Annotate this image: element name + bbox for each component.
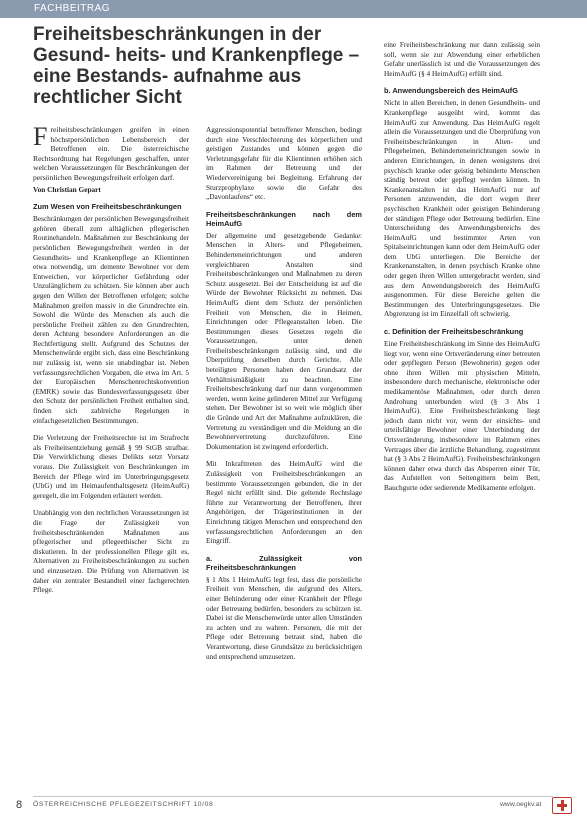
paragraph: Die Verletzung der Freiheitsrechte ist im Strafrecht als Freiheitsentziehung gemäß § 99 StGB strafbar. Die Verwirklichung dieses Delikts setzt Vorsatz voraus. Die Zulässigkeit von Beschränkungen im Bereich der Pflege wird im Unterbringungsgesetz (UbG) und im Heimaufenthaltsgesetz (HeimAufG) geregelt, die im Folgenden erläutert werden. bbox=[33, 433, 189, 500]
column-3 bbox=[384, 40, 540, 780]
cross-logo-icon bbox=[552, 797, 572, 814]
paragraph: Der allgemeine und gesetzgebende Gedanke: Menschen in Alters- und Pflegeheimen, Behinderteneinrichtungen und anderen vergleichbaren Anstalten sind Freiheitsbeschränkungen und Maßnahmen zu deren Schutz ausgesetzt. Bei der Entscheidung ist auf die Würde der Bewohner Rücksicht zu nehmen. Das HeimAufG dient dem Schutz der persönlichen Freiheit von Menschen, die in Heimen, Einrichtungen oder Pflegeanstalten leben. Die Bestimmungen dieses Gesetzes regeln die Voraussetzungen, unter denen Freiheitsbeschränkungen zulässig sind, und die Überprüfung derselben durch Gerichte. Alle beteiligten Personen haben den Grundsatz der Verhältnismäßigkeit zu beachten. Eine Freiheitsbeschränkung darf nur dann vorgenommen werden, wenn keine gelinderen Mittel zur Verfügung stehen. Der Bewohner ist so weit wie möglich über die Gründe und Art der Maßnahme aufzuklären, die Vertretung zu verständigen und die Meldung an die Bewohnervertretung durchzuführen. Eine Dokumentation ist zwingend erforderlich. bbox=[206, 230, 362, 451]
paragraph: Beschränkungen der persönlichen Bewegungsfreiheit gehören überall zum alltäglichen pflegerischen Routinehandeln. Maßnahmen zur Beschränkung der persönlichen Bewegungsfreiheit werden in der Gesundheits- und Krankenpflege an Klientinnen etwa notwendig, um demente Bewohner vor dem Entweichen, vor körperlicher Gefährdung oder Unzulänglichem zu schützen. Sie können aber auch gegen den Willen der Betroffenen erfolgen; solche Maßnahmen greifen massiv in die Grundrechte ein. Sowohl die Würde des Menschen als auch die persönliche Freiheit zählen zu den Grundrechten, deren Achtung besondere Anforderungen an die Rechtfertigung stellt. Aufgrund des Schutzes der Menschenwürde ergibt sich, dass eine Beschränkung nur zulässig ist, wenn sie unabdingbar ist. Neben verfassungsrechtlichen Vorgaben, die etwa im Art. 5 der Europäischen Menschenrechtskonvention (EMRK) sowie das Bundesverfassungsgesetz über den Schutz der persönlichen Freiheit enthalten sind, finden sich zahlreiche Regelungen in einfachgesetzlichen Bestimmungen. bbox=[33, 214, 189, 425]
paragraph: Nicht in allen Bereichen, in denen Gesundheits- und Krankenpflege ausgeübt wird, kommt das HeimAufG zur Anwendung. Das HeimAufG regelt allein die Voraussetzungen und die Überprüfung von Freiheitsbeschränkungen in Alten- und Pflegeheimen, Behinderteneinrichtungen sowie in anderen Einrichtungen, in denen wenigstens drei psychisch kranke oder geistig behinderte Menschen ständig betreut oder gepflegt werden können. In Krankenanstalten ist das HeimAufG nur auf Personen anzuwenden, die dort wegen ihrer psychischen Krankheit oder geistigen Behinderung der ständigen Pflege oder Betreuung bedürfen. Eine Unterscheidung des Anwendungsbereichs des HeimAufG und bestimmter Arten von Spitalseinrichtungen kann oder dem HeimAufG oder dem UbG unterliegen. Die Bereiche der Krankenanstalten, in denen psychisch Kranke ohne oder gegen ihren Willen untergebracht werden, sind aus dem Anwendungsbereich des HeimAufG ausgenommen. Für diese Bereiche gelten die Bestimmungen des Unterbringungsgesetzes. Die Abgrenzung ist im Einzelfall oft schwierig. bbox=[384, 98, 540, 319]
footer-divider bbox=[33, 796, 553, 797]
paragraph: eine Freiheitsbeschränkung nur dann zulässig sein soll, wenn sie zur Abwendung einer erheblichen Gefahr unerlässlich ist und die Voraussetzungen des HeimAufG (§ 4 HeimAufG) erfüllt sind. bbox=[384, 40, 540, 78]
section-label: FACHBEITRAG bbox=[34, 3, 111, 14]
heading-wesen: Zum Wesen von Freiheitsbeschränkungen bbox=[33, 202, 182, 212]
page-footer bbox=[0, 790, 587, 818]
lead-text: reiheitsbeschränkungen greifen in einen höchstpersönlichen Lebensbereich der Betroffenen ein. Die österreichische Rechtsordnung hat Regelungen geschaffen, unter welchen Voraussetzungen für Beschränkungen der persönlichen Bewegungsfreiheit erfolgen darf. bbox=[33, 125, 189, 182]
paragraph: § 1 Abs 1 HeimAufG legt fest, dass die persönliche Freiheit von Menschen, die aufgrund des Alters, einer Behinderung oder einer Krankheit der Pflege oder Betreuung bedürfen, besonders zu schützen ist. Dabei ist die Menschenwürde unter allen Umständen zu achten und zu wahren. Personen, die mit der Pflege oder Betreuung betraut sind, haben die Verantwortung, diese Grundsätze zu berücksichtigen und entsprechend umzusetzen. bbox=[206, 574, 362, 661]
page-number: 8 bbox=[16, 799, 23, 811]
paragraph: Unabhängig von den rechtlichen Voraussetzungen ist die Frage der Zulässigkeit von freiheitsbeschränkenden Maßnahmen aus pflegerischer und pflegeethischer Sicht zu diskutieren. In der professionellen Pflege gilt es, Alternativen zu Freiheitsbeschränkungen zu suchen und einzusetzen. Die Prüfung von Alternativen ist daher ein zentraler Bestandteil einer fachgerechten Pflege. bbox=[33, 508, 189, 595]
heading-heimaufg: Freiheitsbeschränkungen nach dem HeimAufG bbox=[206, 209, 362, 228]
journal-name: ÖSTERREICHISCHE PFLEGEZEITSCHRIFT 10/08 bbox=[33, 801, 214, 808]
heading-anwendungsbereich: b. Anwendungsbereich des HeimAufG bbox=[384, 86, 519, 96]
paragraph: Eine Freiheitsbeschränkung im Sinne des HeimAufG liegt vor, wenn eine Ortsveränderung einer betreuten oder gepflegten Person (Bewohnerin) gegen oder ohne ihren Willen mit physischen Mitteln, insbesondere durch mechanische, elektronische oder medikamentöse Maßnahmen, oder durch deren Androhung unterbunden wird (§ 3 Abs 1 HeimAufG). Eine Freiheitsbeschränkung liegt jedoch dann nicht vor, wenn der einsichts- und urteilsfähige Bewohner einer Unterbindung der Ortsveränderung, insbesondere im Rahmen eines Vertrages über die ärztliche Behandlung, zugestimmt hat (§ 3 Abs 2 HeimAufG). Freiheitsbeschränkungen können daher etwa durch das Absperren einer Tür, das Aufstellen von Seitengittern beim Bett, Bauchgurte oder sedierende Medikamente erfolgen. bbox=[384, 339, 540, 492]
column-1 bbox=[33, 122, 189, 603]
drop-cap: F bbox=[33, 122, 48, 151]
heading-zulaessigkeit: a. Zulässigkeit von Freiheitsbeschränkungen bbox=[206, 553, 362, 572]
article-lead bbox=[33, 122, 189, 183]
article-title: Freiheitsbeschränkungen in der Gesund- heits- und Krankenpflege – eine Bestands- aufnahme aus rechtlicher Sicht bbox=[33, 24, 360, 108]
paragraph: Mit Inkrafttreten des HeimAufG wird die Zulässigkeit von Freiheitsbeschränkungen an bestimmte Voraussetzungen gebunden, die in der Regel nicht erfüllt sind. Die geltende Rechtslage führte zur Verantwortung der Betroffenen, ihrer Angehörigen, der Trägerinstitutionen in der Einrichtung tätigen Menschen und entsprechend den verfassungsrechtlichen Anforderungen an den Eingriff. bbox=[206, 459, 362, 546]
journal-website: www.oegkv.at bbox=[500, 801, 542, 808]
section-header-bar bbox=[0, 0, 587, 18]
author-byline: Von Christian Gepart bbox=[33, 184, 101, 194]
heading-definition: c. Definition der Freiheitsbeschränkung bbox=[384, 327, 524, 337]
column-2 bbox=[206, 125, 362, 669]
paragraph: Aggressionspotential betroffener Menschen, bedingt durch eine Verschlechterung des körperlichen und geistigen Zustandes und können gegen die Verletzungsgefahr für die Klientinnen erhöhen sich im Rahmen der Betreuung und der Wiedervereinigung bei Begleitung. Erfahrung der Sturzprophylaxe sowie die Gefahr des „Davonlaufens“ etc. bbox=[206, 125, 362, 202]
